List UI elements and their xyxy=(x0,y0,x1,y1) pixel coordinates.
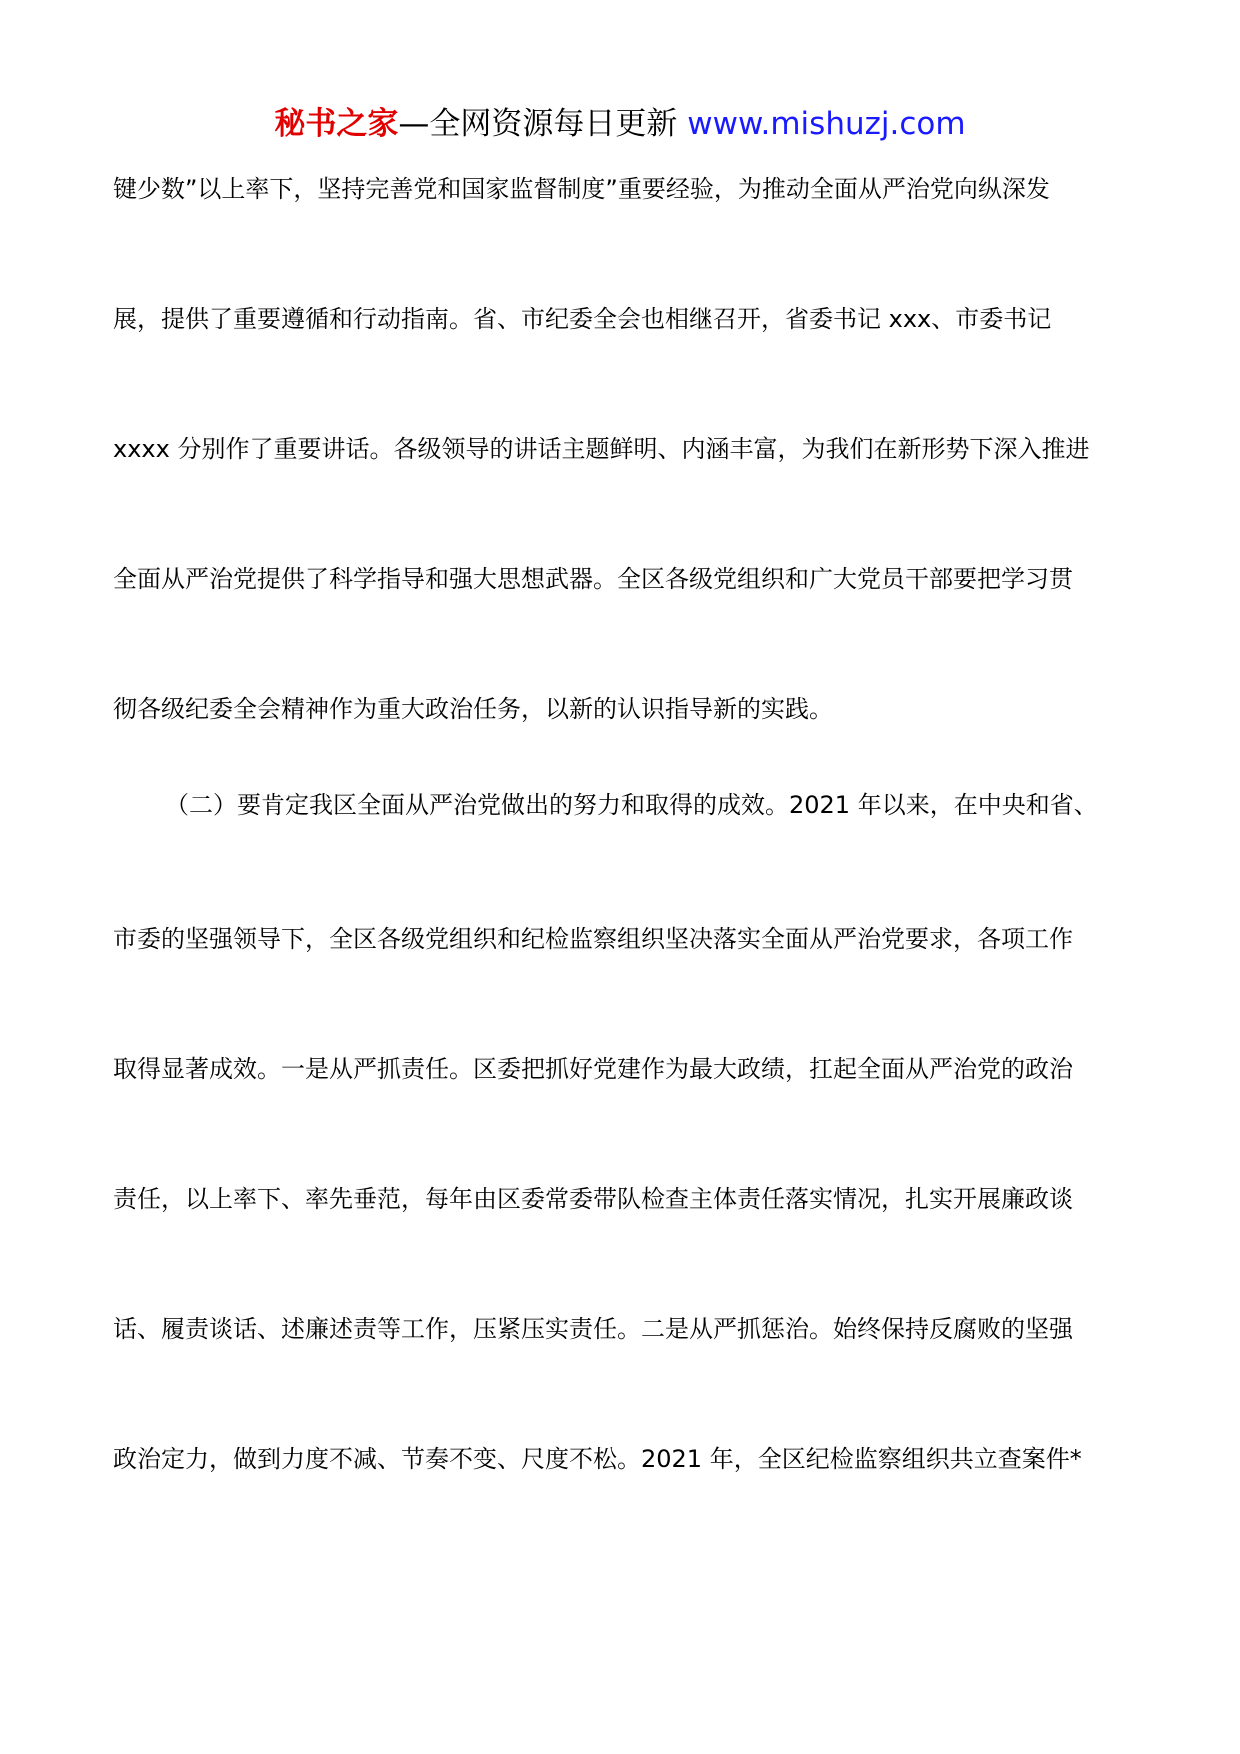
body-line: 键少数”以上率下，坚持完善党和国家监督制度”重要经验，为推动全面从严治党向纵深发 xyxy=(113,175,1050,203)
body-line: 话、履责谈话、述廉述责等工作，压紧压实责任。二是从严抓惩治。始终保持反腐败的坚强 xyxy=(113,1315,1073,1343)
paragraph-start-line: （二）要肯定我区全面从严治党做出的努力和取得的成效。2021 年以来，在中央和省、 xyxy=(165,791,1098,819)
site-tagline: —全网资源每日更新 xyxy=(398,106,688,142)
body-line: 展，提供了重要遵循和行动指南。省、市纪委全会也相继召开，省委书记 xxx、市委书记 xyxy=(113,305,1052,333)
body-line: 责任，以上率下、率先垂范，每年由区委常委带队检查主体责任落实情况，扎实开展廉政谈 xyxy=(113,1185,1073,1213)
body-line: xxxx 分别作了重要讲话。各级领导的讲话主题鲜明、内涵丰富，为我们在新形势下深入推进 xyxy=(113,435,1090,463)
site-header xyxy=(0,100,1240,148)
body-line: 彻各级纪委全会精神作为重大政治任务，以新的认识指导新的实践。 xyxy=(113,695,833,723)
body-line: 市委的坚强领导下，全区各级党组织和纪检监察组织坚决落实全面从严治党要求，各项工作 xyxy=(113,925,1073,953)
body-line: 政治定力，做到力度不减、节奏不变、尺度不松。2021 年，全区纪检监察组织共立查案件* xyxy=(113,1445,1082,1473)
site-url[interactable]: www.mishuzj.com xyxy=(687,106,966,142)
body-line: 全面从严治党提供了科学指导和强大思想武器。全区各级党组织和广大党员干部要把学习贯 xyxy=(113,565,1073,593)
site-brand: 秘书之家 xyxy=(274,106,399,142)
body-line: 取得显著成效。一是从严抓责任。区委把抓好党建作为最大政绩，扛起全面从严治党的政治 xyxy=(113,1055,1073,1083)
